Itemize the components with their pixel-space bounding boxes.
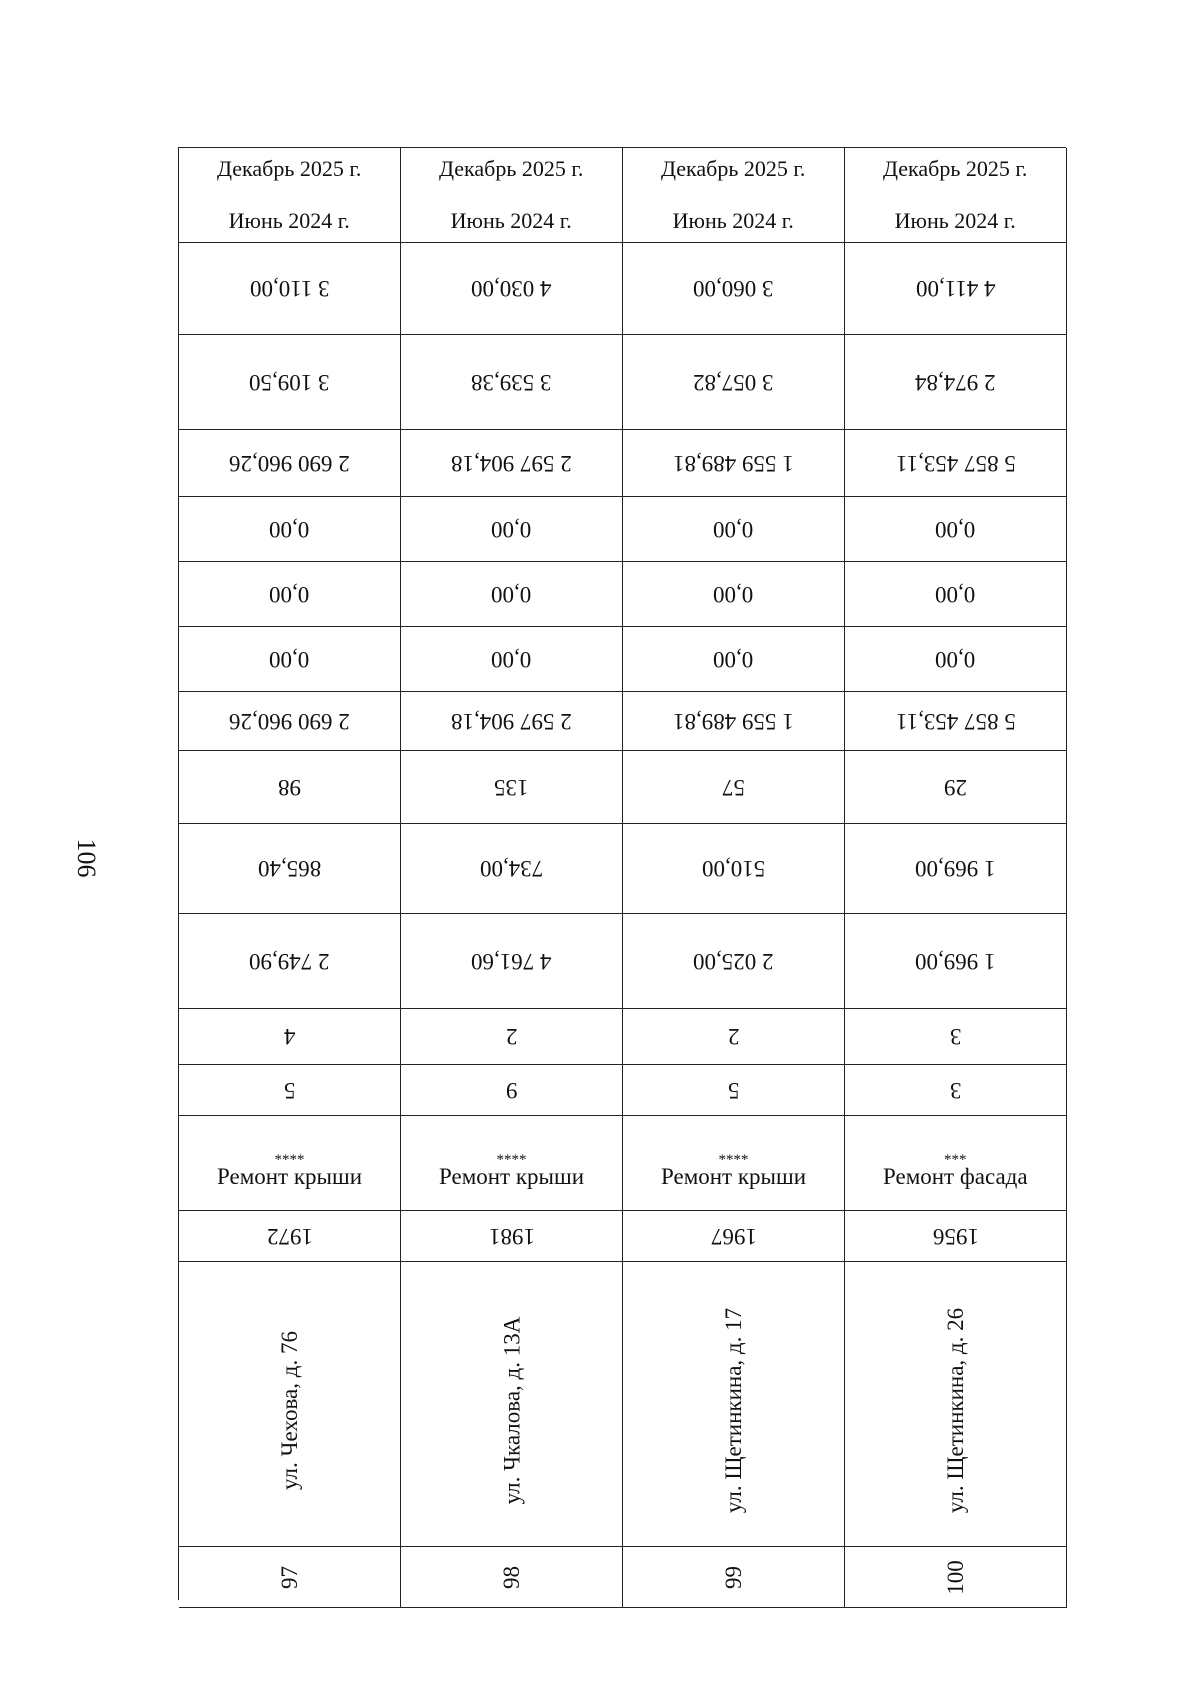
cell-work-type: Ремонт крыши **** (179, 1116, 401, 1211)
cell-period: Июнь 2024 г. Декабрь 2025 г. (179, 148, 401, 243)
repair-table (178, 147, 1066, 1600)
cell-unit-cost: 3 057,82 (623, 335, 845, 430)
page-number: 106 (72, 838, 101, 878)
cell-cost-total: 2 597 904,18 (401, 692, 623, 751)
cell-entrances: 2 (401, 1009, 623, 1065)
cell-entrances: 3 (845, 1009, 1067, 1065)
cell-unit-cost: 3 539,38 (401, 335, 623, 430)
cell-cost-b: 0,00 (623, 562, 845, 627)
cell-cost-c: 0,00 (179, 497, 401, 562)
cell-unit-cost: 3 109,50 (179, 335, 401, 430)
cell-floors: 3 (845, 1065, 1067, 1116)
cell-area-total: 4 761,60 (401, 914, 623, 1009)
cell-year: 1981 (401, 1211, 623, 1262)
cell-cost-a: 0,00 (623, 627, 845, 692)
cell-floors: 9 (401, 1065, 623, 1116)
cell-cost-fund: 5 857 453,11 (845, 430, 1067, 497)
cell-area-total: 2 025,00 (623, 914, 845, 1009)
cell-unit-limit: 3 060,00 (623, 243, 845, 335)
cell-cost-b: 0,00 (845, 562, 1067, 627)
cell-area-living: 865,40 (179, 824, 401, 914)
cell-area-total: 1 969,00 (845, 914, 1067, 1009)
cell-work-type: Ремонт крыши **** (623, 1116, 845, 1211)
cell-unit-limit: 4 030,00 (401, 243, 623, 335)
cell-floors: 5 (623, 1065, 845, 1116)
cell-year: 1956 (845, 1211, 1067, 1262)
cell-cost-total: 5 857 453,11 (845, 692, 1067, 751)
cell-area-living: 1 969,00 (845, 824, 1067, 914)
cell-period: Июнь 2024 г. Декабрь 2025 г. (401, 148, 623, 243)
cell-entrances: 2 (623, 1009, 845, 1065)
cell-area-living: 510,00 (623, 824, 845, 914)
cell-cost-c: 0,00 (845, 497, 1067, 562)
cell-residents: 135 (401, 751, 623, 824)
cell-cost-b: 0,00 (179, 562, 401, 627)
cell-area-total: 2 749,90 (179, 914, 401, 1009)
cell-entrances: 4 (179, 1009, 401, 1065)
cell-cost-c: 0,00 (623, 497, 845, 562)
cell-row-number: 100 (845, 1547, 1067, 1608)
cell-cost-total: 1 559 489,81 (623, 692, 845, 751)
cell-row-number: 98 (401, 1547, 623, 1608)
cell-period: Июнь 2024 г. Декабрь 2025 г. (845, 148, 1067, 243)
cell-cost-c: 0,00 (401, 497, 623, 562)
cell-year: 1967 (623, 1211, 845, 1262)
cell-residents: 29 (845, 751, 1067, 824)
cell-address: ул. Щетинкина, д. 17 (623, 1262, 845, 1547)
cell-work-type: Ремонт крыши **** (401, 1116, 623, 1211)
cell-cost-b: 0,00 (401, 562, 623, 627)
cell-cost-fund: 2 690 960,26 (179, 430, 401, 497)
cell-row-number: 97 (179, 1547, 401, 1608)
cell-address: ул. Чкалова, д. 13А (401, 1262, 623, 1547)
cell-area-living: 734,00 (401, 824, 623, 914)
cell-year: 1972 (179, 1211, 401, 1262)
cell-address: ул. Чехова, д. 76 (179, 1262, 401, 1547)
cell-cost-a: 0,00 (401, 627, 623, 692)
cell-row-number: 99 (623, 1547, 845, 1608)
cell-work-type: Ремонт фасада *** (845, 1116, 1067, 1211)
cell-cost-total: 2 690 960,26 (179, 692, 401, 751)
cell-unit-limit: 3 110,00 (179, 243, 401, 335)
cell-cost-a: 0,00 (845, 627, 1067, 692)
cell-cost-fund: 2 597 904,18 (401, 430, 623, 497)
cell-cost-fund: 1 559 489,81 (623, 430, 845, 497)
cell-unit-limit: 4 411,00 (845, 243, 1067, 335)
cell-period: Июнь 2024 г. Декабрь 2025 г. (623, 148, 845, 243)
cell-unit-cost: 2 974,84 (845, 335, 1067, 430)
cell-address: ул. Щетинкина, д. 26 (845, 1262, 1067, 1547)
cell-floors: 5 (179, 1065, 401, 1116)
cell-cost-a: 0,00 (179, 627, 401, 692)
cell-residents: 57 (623, 751, 845, 824)
cell-residents: 98 (179, 751, 401, 824)
